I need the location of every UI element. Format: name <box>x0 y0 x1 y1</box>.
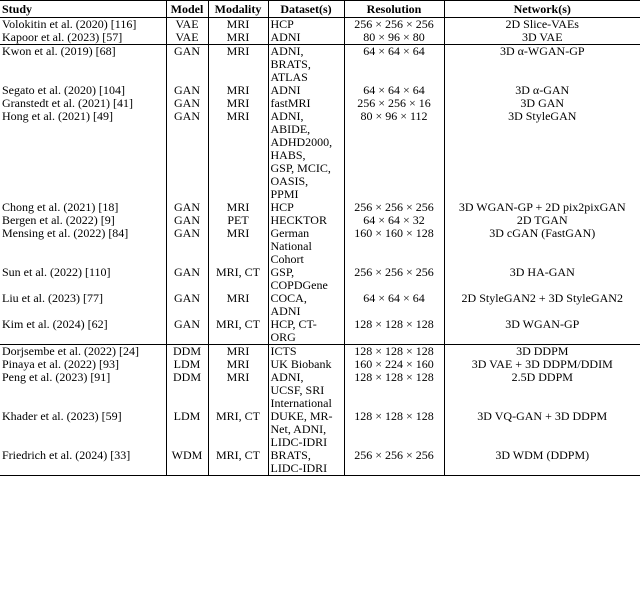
cell-resolution <box>344 97 444 110</box>
cell-networks-text: 3D HA-GAN <box>509 266 575 279</box>
cell-networks <box>444 292 640 318</box>
cell-datasets <box>268 449 344 476</box>
cell-datasets-text: HCP, CT- ORG <box>270 318 317 344</box>
cell-modality <box>208 84 268 97</box>
cell-datasets-text: HCP <box>270 201 294 214</box>
cell-resolution <box>344 371 444 410</box>
cell-modality-text: MRI, CT <box>215 266 260 279</box>
cell-model-text: VAE <box>175 31 199 44</box>
cell-modality-text: MRI <box>226 44 250 58</box>
cell-resolution-text: 128 × 128 × 128 <box>354 344 434 358</box>
cell-datasets <box>268 345 344 359</box>
cell-modality-text: MRI <box>226 97 250 110</box>
cell-networks-text: 3D DDPM <box>516 344 569 358</box>
cell-resolution <box>344 227 444 266</box>
table-row <box>0 266 640 292</box>
cell-networks-text: 3D VAE + 3D DDPM/DDIM <box>471 358 613 371</box>
cell-resolution <box>344 110 444 201</box>
cell-modality-text: MRI <box>226 358 250 371</box>
cell-model <box>166 266 208 292</box>
cell-datasets-text: ADNI <box>270 31 301 44</box>
cell-model-text: GAN <box>174 214 200 227</box>
cell-networks <box>444 266 640 292</box>
cell-networks-text: 3D WDM (DDPM) <box>495 449 590 462</box>
cell-resolution <box>344 318 444 345</box>
header-row <box>0 1 640 18</box>
cell-networks-text: 2D Slice-VAEs <box>505 17 579 31</box>
cell-modality <box>208 345 268 359</box>
cell-modality <box>208 31 268 45</box>
cell-datasets <box>268 18 344 32</box>
cell-study-text: Segato et al. (2020) [104] <box>2 84 125 97</box>
cell-model <box>166 318 208 345</box>
cell-resolution <box>344 358 444 371</box>
header-modality: Modality <box>208 1 268 18</box>
cell-networks-text: 3D WGAN-GP + 2D pix2pixGAN <box>458 201 626 214</box>
cell-networks <box>444 45 640 85</box>
cell-model-text: GAN <box>174 318 200 331</box>
cell-datasets <box>268 45 344 85</box>
table-row <box>0 84 640 97</box>
cell-study <box>0 31 166 45</box>
cell-model <box>166 31 208 45</box>
cell-networks <box>444 97 640 110</box>
cell-networks <box>444 110 640 201</box>
cell-modality-text: MRI <box>226 371 250 384</box>
cell-resolution-text: 80 × 96 × 80 <box>363 31 425 44</box>
cell-model-text: VAE <box>175 17 199 31</box>
cell-datasets <box>268 84 344 97</box>
cell-model-text: WDM <box>171 449 203 462</box>
cell-model <box>166 201 208 214</box>
table-row <box>0 18 640 32</box>
cell-modality-text: MRI <box>226 227 250 240</box>
cell-study <box>0 97 166 110</box>
cell-networks <box>444 371 640 410</box>
cell-study <box>0 292 166 318</box>
cell-modality-text: MRI <box>226 201 250 214</box>
cell-resolution-text: 128 × 128 × 128 <box>354 318 434 331</box>
table-row <box>0 410 640 449</box>
table-row <box>0 110 640 201</box>
cell-model-text: GAN <box>174 44 200 58</box>
cell-datasets-text: HCP <box>270 17 294 31</box>
cell-networks <box>444 345 640 359</box>
cell-datasets <box>268 201 344 214</box>
cell-networks-text: 2D TGAN <box>516 214 568 227</box>
cell-study-text: Friedrich et al. (2024) [33] <box>2 449 131 462</box>
cell-resolution <box>344 201 444 214</box>
cell-modality <box>208 110 268 201</box>
cell-resolution <box>344 18 444 32</box>
cell-datasets-text: ADNI, BRATS, ATLAS <box>270 44 311 84</box>
cell-study-text: Khader et al. (2023) [59] <box>2 410 122 423</box>
cell-study-text: Bergen et al. (2022) [9] <box>2 214 115 227</box>
cell-study <box>0 449 166 476</box>
cell-resolution <box>344 84 444 97</box>
cell-resolution-text: 128 × 128 × 128 <box>354 371 434 384</box>
cell-modality <box>208 266 268 292</box>
header-resolution: Resolution <box>344 1 444 18</box>
cell-study <box>0 358 166 371</box>
cell-networks-text: 3D StyleGAN <box>508 110 577 123</box>
cell-model <box>166 97 208 110</box>
cell-modality-text: MRI, CT <box>215 449 260 462</box>
cell-model-text: LDM <box>173 358 201 371</box>
cell-resolution-text: 256 × 256 × 256 <box>354 449 434 462</box>
cell-modality-text: MRI <box>226 110 250 123</box>
table-row <box>0 292 640 318</box>
cell-networks <box>444 31 640 45</box>
cell-networks <box>444 318 640 345</box>
cell-datasets <box>268 97 344 110</box>
table-row <box>0 358 640 371</box>
cell-datasets <box>268 410 344 449</box>
cell-study-text: Kapoor et al. (2023) [57] <box>2 31 123 44</box>
cell-modality <box>208 410 268 449</box>
cell-model <box>166 214 208 227</box>
cell-study-text: Granstedt et al. (2021) [41] <box>2 97 133 110</box>
header-networks: Network(s) <box>444 1 640 18</box>
cell-model-text: GAN <box>174 201 200 214</box>
cell-study-text: Liu et al. (2023) [77] <box>2 292 103 305</box>
cell-networks <box>444 18 640 32</box>
cell-resolution <box>344 292 444 318</box>
cell-resolution-text: 64 × 64 × 64 <box>363 292 425 305</box>
cell-modality <box>208 201 268 214</box>
cell-networks <box>444 410 640 449</box>
cell-networks-text: 3D GAN <box>520 97 565 110</box>
cell-modality <box>208 358 268 371</box>
cell-resolution-text: 256 × 256 × 16 <box>357 97 431 110</box>
cell-study <box>0 266 166 292</box>
cell-study <box>0 201 166 214</box>
cell-networks-text: 3D VQ-GAN + 3D DDPM <box>477 410 608 423</box>
table-row <box>0 371 640 410</box>
cell-datasets <box>268 358 344 371</box>
cell-modality <box>208 97 268 110</box>
cell-study-text: Hong et al. (2021) [49] <box>2 110 113 123</box>
cell-model-text: GAN <box>174 110 200 123</box>
cell-modality-text: MRI <box>226 17 250 31</box>
cell-study-text: Dorjsembe et al. (2022) [24] <box>2 344 139 358</box>
cell-datasets <box>268 371 344 410</box>
cell-resolution <box>344 45 444 85</box>
cell-datasets-text: BRATS, LIDC-IDRI <box>270 449 328 475</box>
cell-study <box>0 410 166 449</box>
cell-model <box>166 410 208 449</box>
cell-model-text: DDM <box>172 344 201 358</box>
cell-modality <box>208 227 268 266</box>
cell-datasets <box>268 318 344 345</box>
cell-model <box>166 227 208 266</box>
cell-datasets-text: ADNI <box>270 84 301 97</box>
table-row <box>0 318 640 345</box>
cell-resolution-text: 80 × 96 × 112 <box>360 110 428 123</box>
cell-study-text: Pinaya et al. (2022) [93] <box>2 358 119 371</box>
cell-datasets-text: German National Cohort <box>270 227 312 266</box>
cell-modality <box>208 45 268 85</box>
cell-model <box>166 45 208 85</box>
cell-resolution-text: 256 × 256 × 256 <box>354 266 434 279</box>
cell-study-text: Chong et al. (2021) [18] <box>2 201 119 214</box>
cell-networks <box>444 84 640 97</box>
cell-datasets-text: UK Biobank <box>270 358 332 371</box>
cell-datasets-text: DUKE, MR- Net, ADNI, LIDC-IDRI <box>270 410 333 449</box>
cell-study <box>0 318 166 345</box>
cell-datasets-text: ICTS <box>270 344 297 358</box>
cell-datasets <box>268 266 344 292</box>
cell-networks <box>444 214 640 227</box>
cell-networks-text: 3D α-GAN <box>515 84 570 97</box>
cell-modality <box>208 371 268 410</box>
cell-model <box>166 84 208 97</box>
cell-networks-text: 2.5D DDPM <box>511 371 573 384</box>
cell-modality <box>208 318 268 345</box>
cell-model <box>166 292 208 318</box>
cell-study <box>0 45 166 85</box>
cell-resolution <box>344 449 444 476</box>
cell-datasets <box>268 292 344 318</box>
cell-resolution-text: 256 × 256 × 256 <box>354 201 434 214</box>
cell-model <box>166 18 208 32</box>
cell-datasets <box>268 214 344 227</box>
cell-networks-text: 2D StyleGAN2 + 3D StyleGAN2 <box>461 292 623 305</box>
cell-study <box>0 371 166 410</box>
header-model: Model <box>166 1 208 18</box>
table-row <box>0 201 640 214</box>
cell-study <box>0 227 166 266</box>
table-row <box>0 449 640 476</box>
cell-networks-text: 3D α-WGAN-GP <box>499 44 585 58</box>
cell-modality-text: MRI, CT <box>215 318 260 331</box>
table-row <box>0 227 640 266</box>
cell-networks <box>444 227 640 266</box>
cell-resolution-text: 64 × 64 × 64 <box>363 84 425 97</box>
cell-study-text: Sun et al. (2022) [110] <box>2 266 111 279</box>
cell-study-text: Peng et al. (2023) [91] <box>2 371 111 384</box>
cell-study-text: Kwon et al. (2019) [68] <box>2 44 116 58</box>
cell-modality <box>208 292 268 318</box>
cell-modality-text: MRI, CT <box>215 410 260 423</box>
cell-datasets <box>268 110 344 201</box>
cell-resolution <box>344 31 444 45</box>
cell-resolution-text: 256 × 256 × 256 <box>354 17 434 31</box>
cell-resolution-text: 64 × 64 × 64 <box>363 44 425 58</box>
cell-modality <box>208 18 268 32</box>
cell-model <box>166 371 208 410</box>
cell-study <box>0 18 166 32</box>
cell-model <box>166 358 208 371</box>
cell-resolution <box>344 214 444 227</box>
cell-resolution <box>344 345 444 359</box>
cell-resolution-text: 160 × 160 × 128 <box>354 227 434 240</box>
table-row <box>0 214 640 227</box>
cell-resolution <box>344 410 444 449</box>
cell-networks <box>444 358 640 371</box>
cell-datasets-text: HECKTOR <box>270 214 327 227</box>
cell-modality <box>208 214 268 227</box>
cell-study-text: Volokitin et al. (2020) [116] <box>2 17 137 31</box>
cell-modality <box>208 449 268 476</box>
header-datasets: Dataset(s) <box>268 1 344 18</box>
cell-modality-text: PET <box>227 214 249 227</box>
cell-model-text: GAN <box>174 97 200 110</box>
cell-model-text: DDM <box>172 371 201 384</box>
cell-resolution-text: 64 × 64 × 32 <box>363 214 425 227</box>
table-row <box>0 345 640 359</box>
cell-modality-text: MRI <box>226 292 250 305</box>
cell-study-text: Mensing et al. (2022) [84] <box>2 227 129 240</box>
cell-study <box>0 214 166 227</box>
cell-resolution-text: 128 × 128 × 128 <box>354 410 434 423</box>
cell-model-text: GAN <box>174 292 200 305</box>
cell-model <box>166 110 208 201</box>
cell-study <box>0 84 166 97</box>
header-study: Study <box>0 1 166 18</box>
cell-model-text: GAN <box>174 227 200 240</box>
cell-networks <box>444 449 640 476</box>
cell-networks-text: 3D cGAN (FastGAN) <box>489 227 596 240</box>
cell-modality-text: MRI <box>226 31 250 44</box>
cell-modality-text: MRI <box>226 84 250 97</box>
cell-datasets <box>268 31 344 45</box>
cell-datasets-text: COCA, ADNI <box>270 292 307 318</box>
cell-study <box>0 110 166 201</box>
cell-model-text: GAN <box>174 266 200 279</box>
cell-resolution-text: 160 × 224 × 160 <box>354 358 434 371</box>
cell-networks-text: 3D WGAN-GP <box>505 318 580 331</box>
cell-networks <box>444 201 640 214</box>
table-row <box>0 45 640 85</box>
cell-networks-text: 3D VAE <box>521 31 563 44</box>
cell-datasets-text: GSP, COPDGene <box>270 266 328 292</box>
cell-datasets-text: fastMRI <box>270 97 311 110</box>
cell-modality-text: MRI <box>226 344 250 358</box>
cell-datasets <box>268 227 344 266</box>
cell-datasets-text: ADNI, ABIDE, ADHD2000, HABS, GSP, MCIC, OASIS, PPMI <box>270 110 333 201</box>
table-row <box>0 31 640 45</box>
cell-resolution <box>344 266 444 292</box>
cell-model-text: LDM <box>173 410 201 423</box>
cell-model <box>166 449 208 476</box>
cell-datasets-text: ADNI, UCSF, SRI International <box>270 371 332 410</box>
cell-model-text: GAN <box>174 84 200 97</box>
cell-study-text: Kim et al. (2024) [62] <box>2 318 108 331</box>
cell-study <box>0 345 166 359</box>
table-row <box>0 97 640 110</box>
cell-model <box>166 345 208 359</box>
